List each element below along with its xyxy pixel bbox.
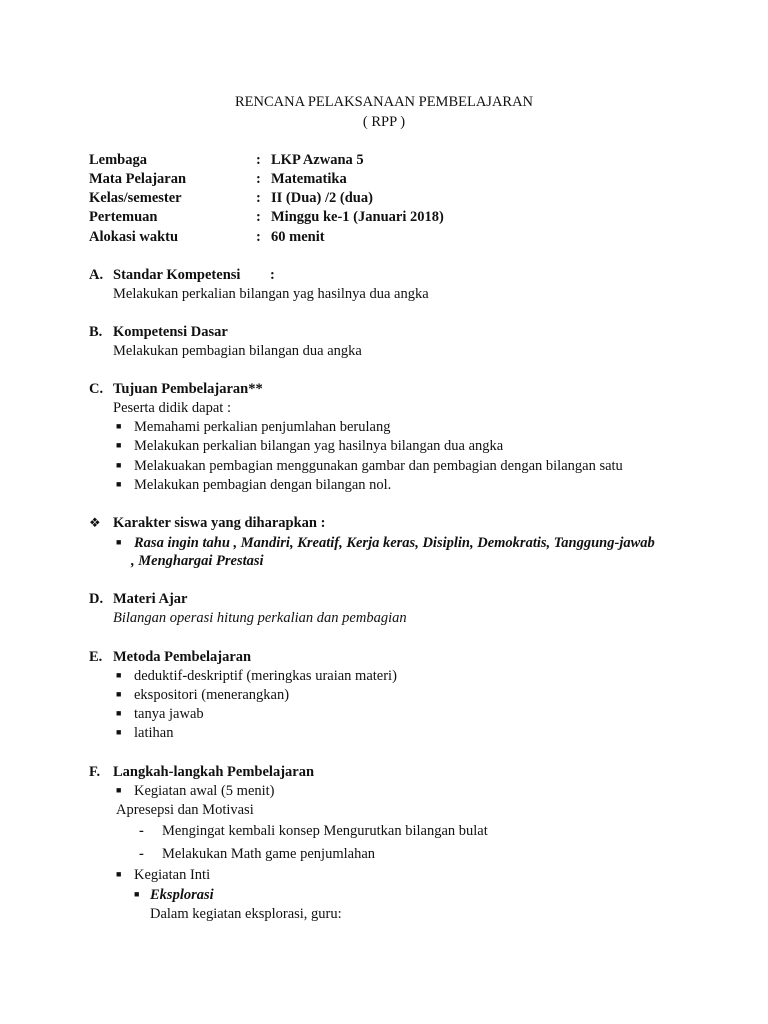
eksplorasi-heading: Eksplorasi [150,887,214,903]
section-b-text: Melakukan pembagian bilangan dua angka [113,343,362,359]
section-d-text: Bilangan operasi hitung perkalian dan pembagian [113,610,407,626]
section-d-letter: D. [89,591,104,607]
identity-value: Minggu ke-1 (Januari 2018) [271,209,444,225]
identity-label: Mata Pelajaran [89,171,187,187]
bullet-icon: ■ [116,670,122,680]
section-a-heading: Standar Kompetensi [113,267,241,283]
identity-label: Alokasi waktu [89,229,179,245]
bullet-icon: ■ [116,537,122,547]
identity-colon: : [256,171,261,187]
document-subtitle: ( RPP ) [362,114,406,130]
list-item: Mengingat kembali konsep Mengurutkan bilangan bulat [162,823,488,839]
list-item: Melakukan Math game penjumlahan [162,846,376,862]
bullet-icon: ■ [116,708,122,718]
section-b-heading: Kompetensi Dasar [113,324,228,340]
list-item: ekspositori (menerangkan) [134,687,290,703]
list-item: deduktif-deskriptif (meringkas uraian materi) [134,668,397,684]
list-item: latihan [134,725,174,741]
bullet-icon: ■ [116,479,122,489]
identity-label: Lembaga [89,152,147,168]
identity-label: Kelas/semester [89,190,182,206]
section-b-letter: B. [89,324,103,340]
section-d-heading: Materi Ajar [113,591,188,607]
list-item: Melakukan perkalian bilangan yag hasilnya bilangan dua angka [134,438,504,454]
document-title: RENCANA PELAKSANAAN PEMBELAJARAN [234,94,534,110]
identity-value: 60 menit [271,229,325,245]
identity-colon: : [256,190,261,206]
section-c-intro: Peserta didik dapat : [113,400,231,416]
karakter-heading: Karakter siswa yang diharapkan : [113,515,326,531]
identity-value: II (Dua) /2 (dua) [271,190,373,206]
bullet-icon: ■ [116,421,122,431]
identity-value: Matematika [271,171,347,187]
list-item: tanya jawab [134,706,204,722]
section-a-text: Melakukan perkalian bilangan yag hasilnya dua angka [113,286,429,302]
karakter-values-line2: , Menghargai Prestasi [131,553,264,569]
identity-value: LKP Azwana 5 [271,152,364,168]
section-f-heading: Langkah-langkah Pembelajaran [113,764,315,780]
section-c-letter: C. [89,381,104,397]
bullet-icon: ■ [116,689,122,699]
apresepsi-label: Apresepsi dan Motivasi [116,802,254,818]
section-c-heading: Tujuan Pembelajaran** [113,381,263,397]
kegiatan-awal: Kegiatan awal (5 menit) [134,783,275,799]
bullet-icon: ■ [116,440,122,450]
list-item: Melakuakan pembagian menggunakan gambar dan pembagian dengan bilangan satu [134,458,623,474]
section-e-heading: Metoda Pembelajaran [113,649,252,665]
identity-label: Pertemuan [89,209,158,225]
bullet-icon: ■ [116,727,122,737]
identity-colon: : [256,229,261,245]
kegiatan-inti: Kegiatan Inti [134,867,211,883]
diamond-bullet-icon: ❖ [89,515,101,530]
identity-colon: : [256,209,261,225]
bullet-icon: ■ [116,869,122,879]
eksplorasi-text: Dalam kegiatan eksplorasi, guru: [150,906,342,922]
section-e-letter: E. [89,649,103,665]
list-item: Memahami perkalian penjumlahan berulang [134,419,391,435]
list-item: Melakukan pembagian dengan bilangan nol. [134,477,392,493]
section-a-colon: : [270,267,275,283]
bullet-icon: ■ [116,785,122,795]
dash-icon: - [139,823,144,839]
section-f-letter: F. [89,764,101,780]
bullet-icon: ■ [116,460,122,470]
dash-icon: - [139,846,144,862]
bullet-icon: ■ [134,889,140,899]
identity-colon: : [256,152,261,168]
karakter-values-line1: Rasa ingin tahu , Mandiri, Kreatif, Kerja keras, Disiplin, Demokratis, Tanggung-jawab [134,535,655,551]
section-a-letter: A. [89,267,104,283]
